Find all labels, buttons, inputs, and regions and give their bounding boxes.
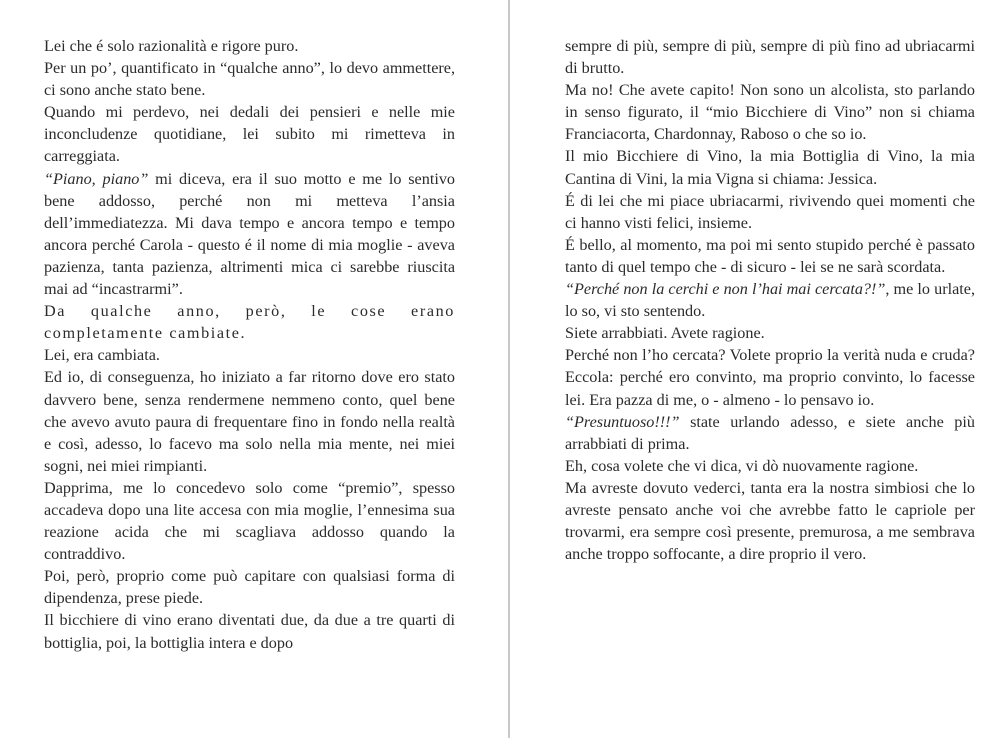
text-segment: É di lei che mi piace ubriacarmi, rivivendo quei momenti che ci hanno visti felici, insieme.	[565, 191, 975, 232]
italic-quote: “Presuntuoso!!!”	[565, 412, 680, 431]
paragraph	[565, 344, 975, 410]
text-segment: Il mio Bicchiere di Vino, la mia Bottiglia di Vino, la mia Cantina di Vini, la mia Vigna si chiama: Jessica.	[565, 147, 975, 188]
text-segment: Il bicchiere di vino erano diventati due, da due a tre quarti di bottiglia, poi, la bottiglia intera e dopo	[44, 611, 455, 652]
text-segment: Eh, cosa volete che vi dica, vi dò nuovamente ragione.	[565, 456, 919, 475]
paragraph	[565, 145, 975, 189]
paragraph	[565, 477, 975, 565]
text-segment: Ma no! Che avete capito! Non sono un alcolista, sto parlando in senso figurato, il “mio Bicchiere di Vino” non si chiama Franciacorta, Chardonnay, Raboso o che so io.	[565, 81, 975, 144]
paragraph	[44, 477, 455, 565]
text-segment: Lei, era cambiata.	[44, 346, 160, 365]
paragraph	[44, 565, 455, 609]
paragraph	[44, 609, 455, 653]
italic-quote: “Piano, piano”	[44, 169, 149, 188]
text-segment: Ma avreste dovuto vederci, tanta era la nostra simbiosi che lo avreste pensato anche voi che avrebbe fatto le capriole per trovarmi, era sempre così presente, premurosa, a me sembrava anche troppo soffocante, a dire proprio il vero.	[565, 478, 975, 564]
paragraph	[44, 344, 455, 366]
text-segment: Da qualche anno, però, le cose erano completamente cambiate.	[44, 302, 455, 343]
text-segment: Perché non l’ho cercata? Volete proprio la verità nuda e cruda? Eccola: perché ero convinto, ma proprio convinto, lo facesse lei. Era pazza di me, o - almeno - lo pensavo io.	[565, 346, 975, 409]
text-segment: , me lo urlate, lo so, vi sto sentendo.	[565, 280, 975, 321]
text-segment: Per un po’, quantificato in “qualche anno”, lo devo ammettere, ci sono anche stato bene.	[44, 59, 455, 100]
text-segment: É bello, al momento, ma poi mi sento stupido perché è passato tanto di quel tempo che - di sicuro - lei se ne sarà scordata.	[565, 235, 975, 276]
text-segment: Lei che é solo razionalità e rigore puro.	[44, 37, 299, 55]
text-segment: Poi, però, proprio come può capitare con qualsiasi forma di dipendenza, prese piede.	[44, 567, 455, 608]
paragraph	[44, 35, 455, 57]
paragraph	[565, 411, 975, 455]
paragraph	[44, 366, 455, 476]
text-segment: Siete arrabbiati. Avete ragione.	[565, 324, 765, 343]
paragraph	[565, 234, 975, 278]
text-segment: Dapprima, me lo concedevo solo come “premio”, spesso accadeva dopo una lite accesa con mia moglie, l’ennesima sua reazione acida che mi scagliava addosso quando la contraddivo.	[44, 478, 455, 564]
paragraph	[565, 278, 975, 322]
right-page	[510, 0, 1007, 738]
right-page-text	[565, 35, 975, 565]
paragraph	[44, 101, 455, 167]
text-segment: Ed io, di conseguenza, ho iniziato a far ritorno dove ero stato davvero bene, senza rendermene nemmeno conto, quel bene che avevo avuto paura di frequentare fino in fondo nella realtà e così, adesso, lo facevo ma solo nella mia mente, nei miei sogni, nei miei rimpianti.	[44, 368, 455, 475]
text-segment: sempre di più, sempre di più, sempre di più fino ad ubriacarmi di brutto.	[565, 37, 975, 78]
text-segment: state urlando adesso, e siete anche più arrabbiati di prima.	[565, 412, 975, 453]
paragraph	[565, 79, 975, 145]
paragraph	[44, 168, 455, 301]
italic-quote: “Perché non la cerchi e non l’hai mai cercata?!”	[565, 280, 886, 299]
paragraph	[565, 322, 975, 344]
paragraph	[565, 190, 975, 234]
text-segment: mi diceva, era il suo motto e me lo sentivo bene addosso, perché non mi metteva l’ansia dell’immediatezza. Mi dava tempo e ancora tempo e tempo ancora perché Carola - questo é il nome di mia moglie - aveva pazienza, tanta pazienza, altrimenti mica ci sarebbe riuscita mai ad “incastrarmi”.	[44, 169, 456, 299]
left-page-text	[44, 35, 455, 654]
paragraph	[44, 57, 455, 101]
text-segment: Quando mi perdevo, nei dedali dei pensieri e nelle mie inconcludenze quotidiane, lei subito mi rimetteva in carreggiata.	[44, 103, 455, 166]
paragraph	[44, 300, 455, 344]
paragraph	[565, 455, 975, 477]
paragraph	[565, 35, 975, 79]
